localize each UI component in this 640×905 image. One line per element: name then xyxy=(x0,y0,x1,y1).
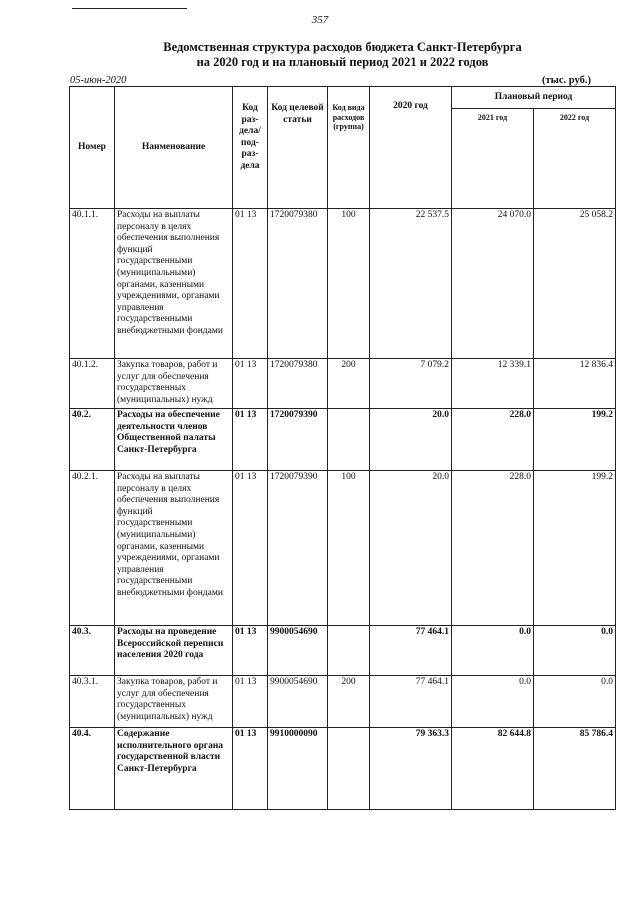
row-csr: 1720079380 xyxy=(268,359,328,409)
document-title xyxy=(70,40,615,70)
document-date: 05-июн-2020 xyxy=(70,75,127,86)
row-csr: 1720079390 xyxy=(268,471,328,626)
row-vr: 200 xyxy=(328,676,370,728)
row-vr: 100 xyxy=(328,209,370,359)
row-razdel: 01 13 xyxy=(233,676,268,728)
row-vr xyxy=(328,728,370,810)
row-name: Содержание исполнительного органа государственной власти Санкт-Петербурга xyxy=(115,728,233,810)
table-row xyxy=(70,728,616,810)
header-csr: Код целевой статьи xyxy=(268,87,328,209)
row-razdel: 01 13 xyxy=(233,409,268,471)
row-razdel: 01 13 xyxy=(233,626,268,676)
budget-table xyxy=(69,86,616,810)
row-2021: 0.0 xyxy=(452,626,534,676)
row-name: Закупка товаров, работ и услуг для обеспечения государственных (муниципальных) нужд xyxy=(115,359,233,409)
row-2022: 199.2 xyxy=(534,409,616,471)
row-csr: 9910000090 xyxy=(268,728,328,810)
table-row xyxy=(70,626,616,676)
row-2022: 25 058.2 xyxy=(534,209,616,359)
row-number: 40.3. xyxy=(70,626,115,676)
top-rule xyxy=(72,8,187,9)
title-line-2: на 2020 год и на плановый период 2021 и 2022 годов xyxy=(196,55,489,69)
row-2022: 0.0 xyxy=(534,676,616,728)
row-vr: 100 xyxy=(328,471,370,626)
header-planned: Плановый период xyxy=(452,87,616,109)
row-vr: 200 xyxy=(328,359,370,409)
row-2020: 77 464.1 xyxy=(370,626,452,676)
row-name: Расходы на выплаты персоналу в целях обеспечения выполнения функций государственными (муниципальными) органами, казенными учреждениями, органами управления государственными внебюджетными фондами xyxy=(115,471,233,626)
header-num: Номер xyxy=(70,87,115,209)
table-header xyxy=(70,87,616,209)
row-2022: 12 836.4 xyxy=(534,359,616,409)
row-number: 40.2.1. xyxy=(70,471,115,626)
table-row xyxy=(70,359,616,409)
row-vr xyxy=(328,409,370,471)
table-row xyxy=(70,209,616,359)
row-name: Закупка товаров, работ и услуг для обеспечения государственных (муниципальных) нужд xyxy=(115,676,233,728)
row-vr xyxy=(328,626,370,676)
row-razdel: 01 13 xyxy=(233,209,268,359)
row-razdel: 01 13 xyxy=(233,471,268,626)
row-number: 40.1.2. xyxy=(70,359,115,409)
row-2020: 22 537.5 xyxy=(370,209,452,359)
row-number: 40.4. xyxy=(70,728,115,810)
header-2022: 2022 год xyxy=(534,109,616,209)
row-number: 40.1.1. xyxy=(70,209,115,359)
row-2022: 85 786.4 xyxy=(534,728,616,810)
table-row xyxy=(70,409,616,471)
row-2020: 20.0 xyxy=(370,409,452,471)
row-razdel: 01 13 xyxy=(233,728,268,810)
row-2022: 0.0 xyxy=(534,626,616,676)
row-2021: 82 644.8 xyxy=(452,728,534,810)
row-2022: 199.2 xyxy=(534,471,616,626)
title-line-1: Ведомственная структура расходов бюджета Санкт-Петербурга xyxy=(163,40,522,54)
row-name: Расходы на проведение Всероссийской переписи населения 2020 года xyxy=(115,626,233,676)
table-row xyxy=(70,676,616,728)
table-row xyxy=(70,471,616,626)
row-name: Расходы на выплаты персоналу в целях обеспечения выполнения функций государственными (муниципальными) органами, казенными учреждениями, органами управления государственными внебюджетными фондами xyxy=(115,209,233,359)
row-csr: 9900054690 xyxy=(268,676,328,728)
header-2020: 2020 год xyxy=(370,87,452,209)
row-2020: 20.0 xyxy=(370,471,452,626)
header-razdel: Код раз- дела/ под- раз- дела xyxy=(233,87,268,209)
table-body xyxy=(70,209,616,810)
units-label: (тыс. руб.) xyxy=(542,75,591,86)
row-number: 40.3.1. xyxy=(70,676,115,728)
row-2021: 12 339.1 xyxy=(452,359,534,409)
row-csr: 1720079390 xyxy=(268,409,328,471)
row-2020: 79 363.3 xyxy=(370,728,452,810)
row-2021: 0.0 xyxy=(452,676,534,728)
row-2020: 77 464.1 xyxy=(370,676,452,728)
row-name: Расходы на обеспечение деятельности членов Общественной палаты Санкт-Петербурга xyxy=(115,409,233,471)
row-number: 40.2. xyxy=(70,409,115,471)
row-csr: 9900054690 xyxy=(268,626,328,676)
row-2021: 24 070.0 xyxy=(452,209,534,359)
header-vr: Код вида расходов (группа) xyxy=(328,87,370,209)
header-2021: 2021 год xyxy=(452,109,534,209)
row-csr: 1720079380 xyxy=(268,209,328,359)
page-number: 357 xyxy=(311,14,329,26)
row-2020: 7 079.2 xyxy=(370,359,452,409)
row-2021: 228.0 xyxy=(452,471,534,626)
row-razdel: 01 13 xyxy=(233,359,268,409)
row-2021: 228.0 xyxy=(452,409,534,471)
header-name: Наименование xyxy=(115,87,233,209)
